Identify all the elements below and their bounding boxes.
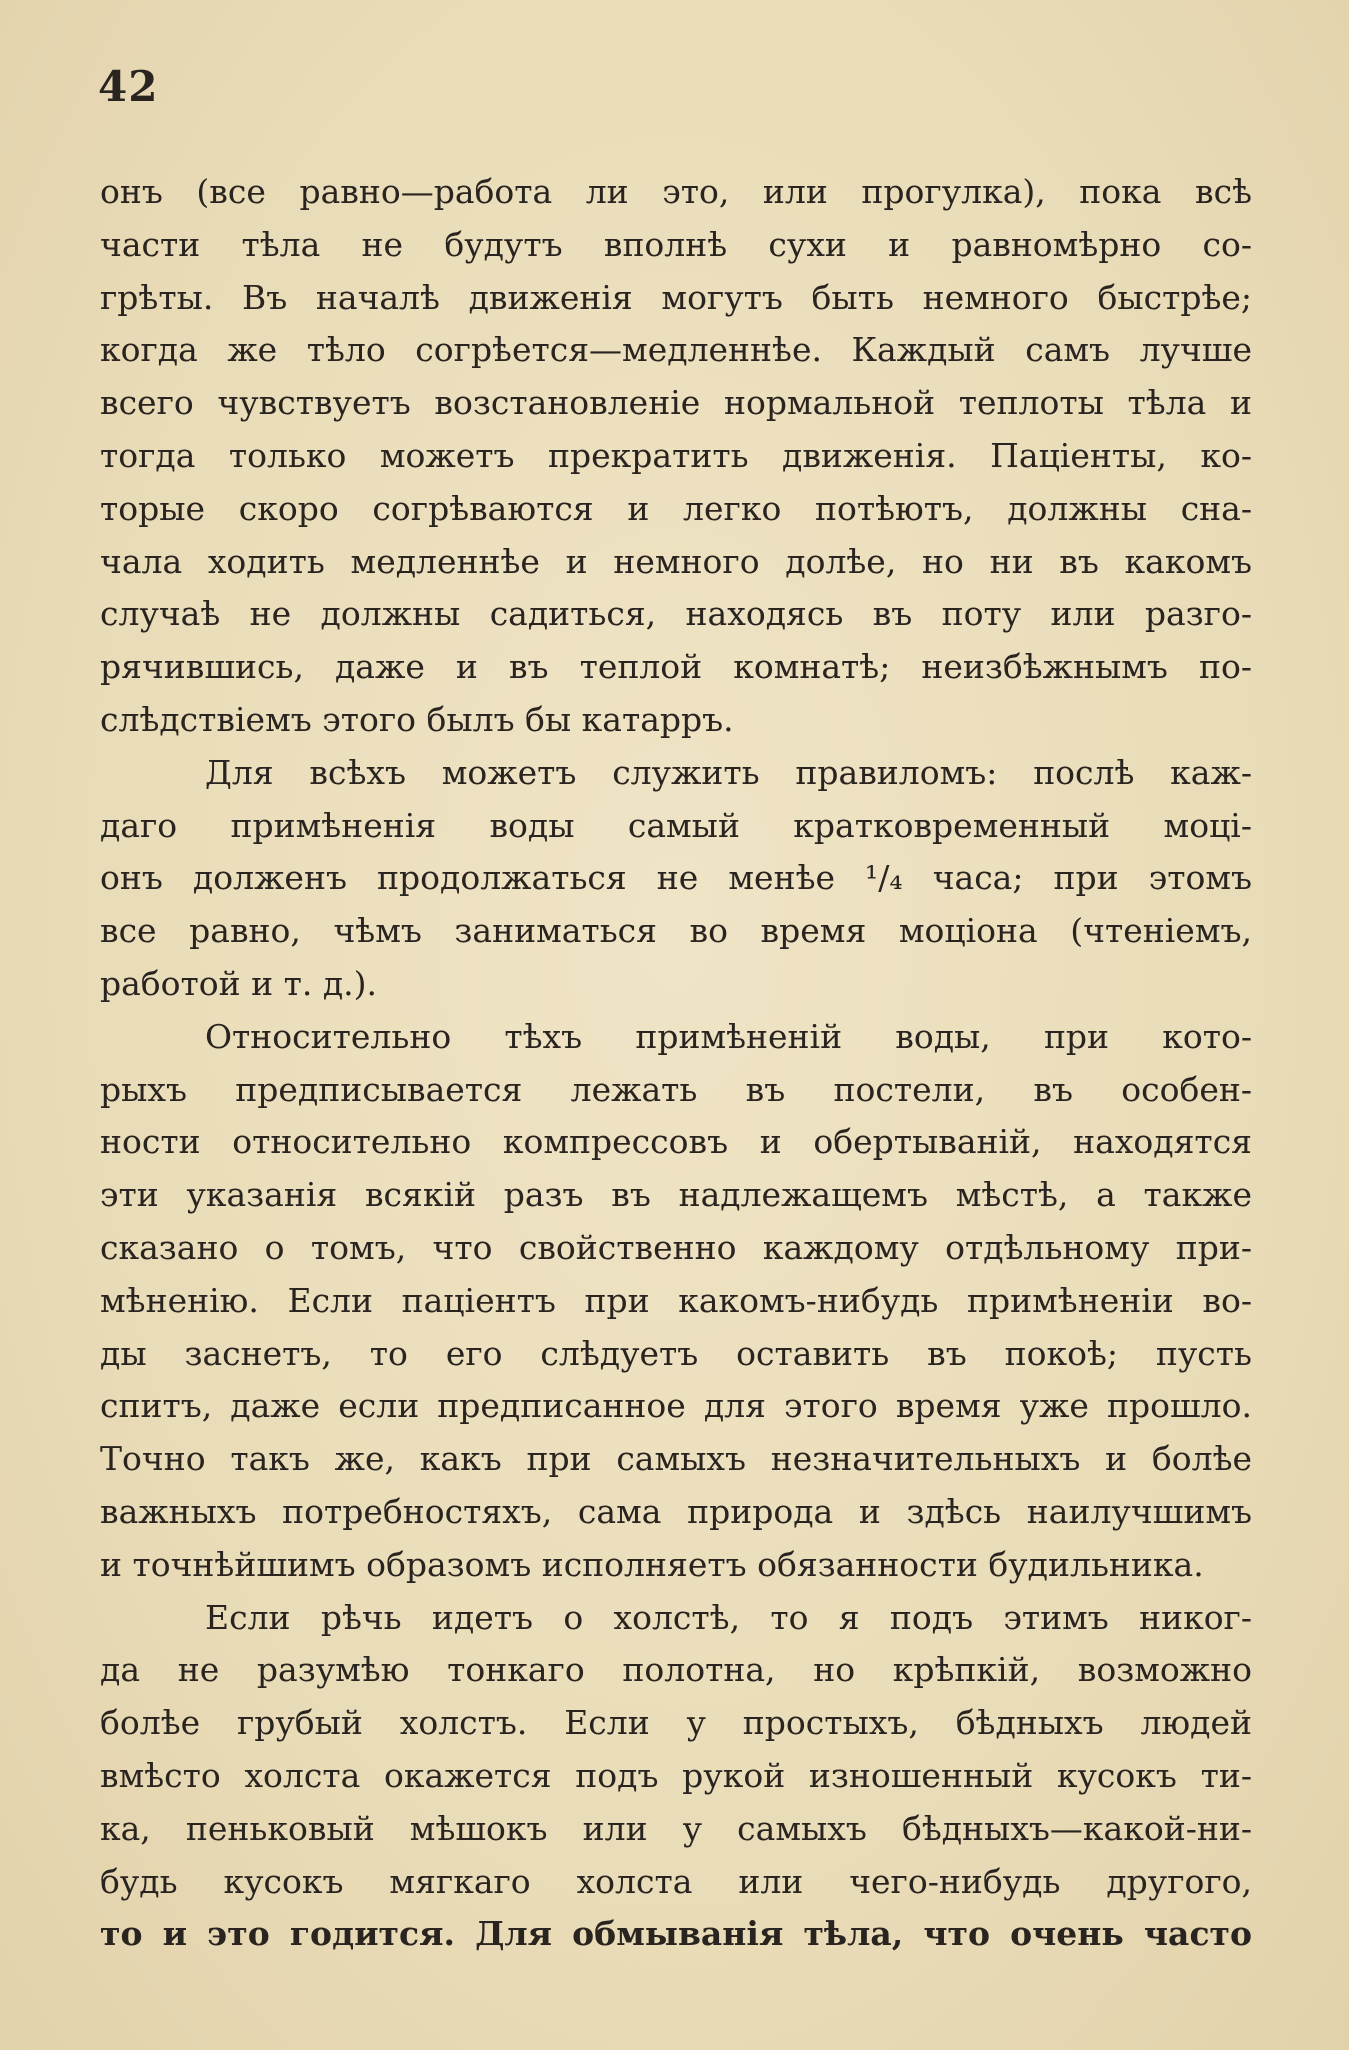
text-line: всего чувствуетъ возстановленіе нормальной теплоты тѣла и	[100, 383, 1252, 423]
text-line: слѣдствіемъ этого былъ бы катарръ.	[100, 699, 734, 739]
text-line: да не разумѣю тонкаго полотна, но крѣпкій, возможно	[100, 1650, 1252, 1690]
text-line: сказано о томъ, что свойственно каждому отдѣльному при-	[100, 1227, 1252, 1267]
text-line: рячившись, даже и въ теплой комнатѣ; неизбѣжнымъ по-	[100, 647, 1252, 687]
text-line: и точнѣйшимъ образомъ исполняетъ обязанности будильника.	[100, 1544, 1204, 1584]
text-line: все равно, чѣмъ заниматься во время моціона (чтеніемъ,	[100, 911, 1252, 951]
text-line: случаѣ не должны садиться, находясь въ поту или разго-	[100, 594, 1252, 634]
text-line: то и это годится. Для обмыванія тѣла, что очень часто	[100, 1914, 1252, 1954]
body-text	[100, 166, 1252, 1961]
page-number: 42	[98, 62, 159, 111]
text-line: будь кусокъ мягкаго холста или чего-нибудь другого,	[100, 1861, 1252, 1901]
text-line: ности относительно компрессовъ и обертываній, находятся	[100, 1122, 1252, 1162]
text-line: Относительно тѣхъ примѣненій воды, при кото-	[205, 1016, 1252, 1056]
text-line: болѣе грубый холстъ. Если у простыхъ, бѣдныхъ людей	[100, 1703, 1252, 1743]
paragraph	[100, 166, 1252, 747]
text-line: мѣненію. Если паціентъ при какомъ-нибудь примѣненіи во-	[100, 1280, 1252, 1320]
text-line: работой и т. д.).	[100, 963, 378, 1003]
text-line: ды заснетъ, то его слѣдуетъ оставить въ покоѣ; пусть	[100, 1333, 1252, 1373]
text-line: торые скоро согрѣваются и легко потѣютъ, должны сна-	[100, 488, 1252, 528]
text-line: когда же тѣло согрѣется—медленнѣе. Каждый самъ лучше	[100, 330, 1252, 370]
text-line: эти указанія всякій разъ въ надлежащемъ мѣстѣ, а также	[100, 1175, 1252, 1215]
text-line: Если рѣчь идетъ о холстѣ, то я подъ этимъ никог-	[205, 1597, 1252, 1637]
text-line: онъ долженъ продолжаться не менѣе ¹/₄ часа; при этомъ	[100, 858, 1252, 898]
paragraph	[100, 1011, 1252, 1592]
text-line: Точно такъ же, какъ при самыхъ незначительныхъ и болѣе	[100, 1439, 1252, 1479]
text-line: тогда только можетъ прекратить движенія. Паціенты, ко-	[100, 435, 1252, 475]
text-line: Для всѣхъ можетъ служить правиломъ: послѣ каж-	[205, 752, 1252, 792]
text-line: ка, пеньковый мѣшокъ или у самыхъ бѣдныхъ—какой-ни-	[100, 1808, 1252, 1848]
text-line: важныхъ потребностяхъ, сама природа и здѣсь наилучшимъ	[100, 1491, 1252, 1531]
text-line: онъ (все равно—работа ли это, или прогулка), пока всѣ	[100, 172, 1252, 211]
text-line: части тѣла не будутъ вполнѣ сухи и равномѣрно со-	[100, 224, 1252, 264]
paragraph	[100, 1592, 1252, 1962]
text-line: чала ходить медленнѣе и немного долѣе, но ни въ какомъ	[100, 541, 1252, 581]
text-line: даго примѣненія воды самый кратковременный моці-	[100, 805, 1252, 845]
text-line: спитъ, даже если предписанное для этого время уже прошло.	[100, 1386, 1252, 1426]
paragraph	[100, 747, 1252, 1011]
text-line: вмѣсто холста окажется подъ рукой изношенный кусокъ ти-	[100, 1755, 1252, 1795]
text-line: рыхъ предписывается лежать въ постели, въ особен-	[100, 1069, 1252, 1109]
text-line: грѣты. Въ началѣ движенія могутъ быть немного быстрѣе;	[100, 277, 1252, 317]
